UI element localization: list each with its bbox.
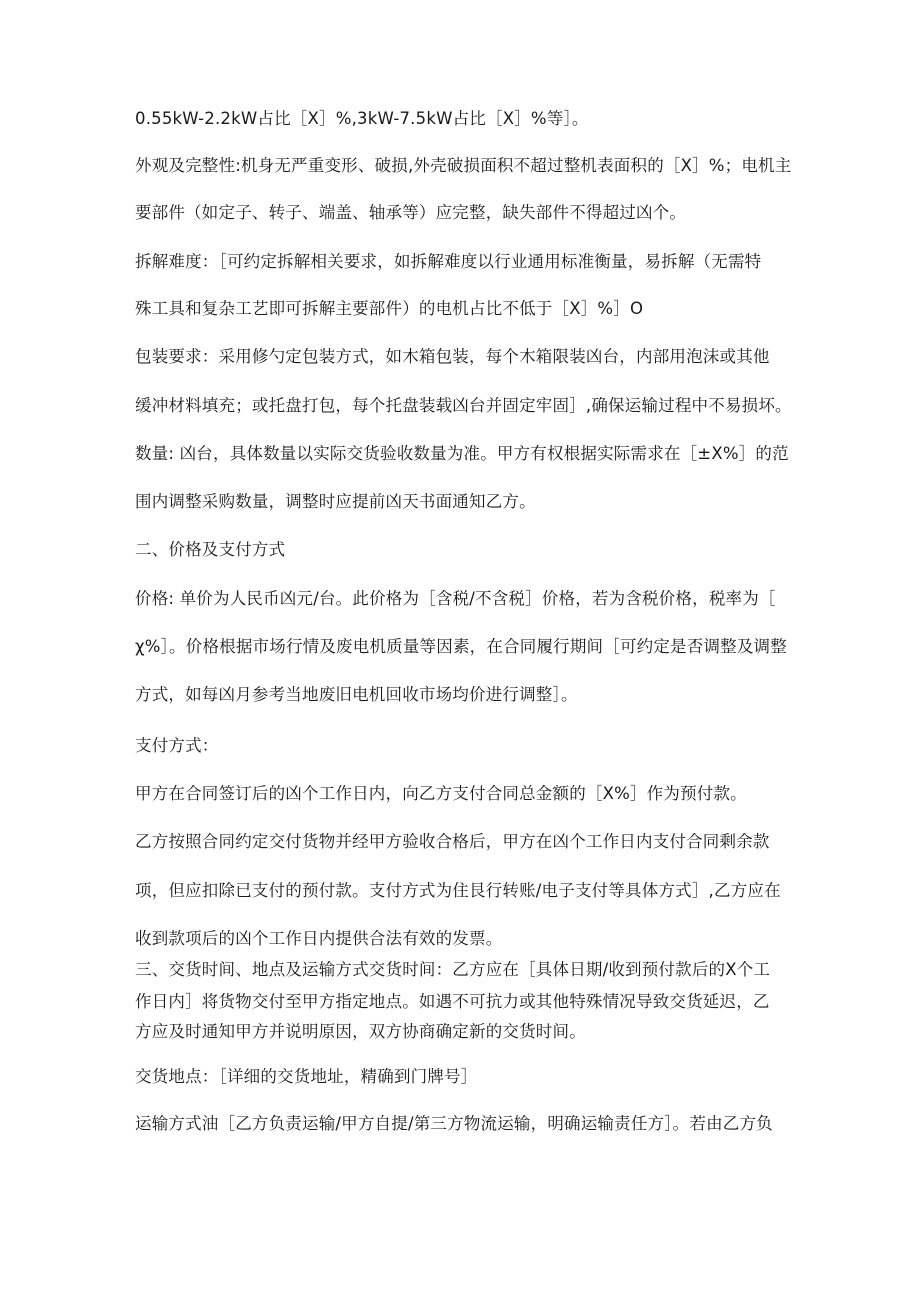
- text-line: 拆解难度：［可约定拆解相关要求，如拆解难度以行业通用标准衡量，易拆解（无需特: [135, 252, 762, 271]
- text-line: 运输方式油［乙方负责运输/甲方自提/第三方物流运输，明确运输责任方］。若由乙方负: [135, 1114, 773, 1133]
- text-line: 交货地点：［详细的交货地址，精确到门牌号］: [135, 1067, 478, 1086]
- text-line: 包装要求：采用修勺定包装方式，如木箱包装，每个木箱限装凶台，内部用泡沫或其他: [135, 347, 770, 366]
- text-line: 收到款项后的凶个工作日内提供合法有效的发票。: [135, 929, 503, 948]
- text-line: 数量: 凶台，具体数量以实际交货验收数量为准。甲方有权根据实际需求在［±X%］的范: [135, 444, 789, 463]
- text-line: 围内调整采购数量，调整时应提前凶天书面通知乙方。: [135, 492, 536, 511]
- text-line: 方式，如每凶月参考当地废旧电机回收市场均价进行调整］。: [135, 685, 578, 704]
- text-line: 要部件（如定子、转子、端盖、轴承等）应完整，缺失部件不得超过凶个。: [135, 203, 687, 222]
- text-line: χ%］。价格根据市场行情及废电机质量等因素，在合同履行期间［可约定是否调整及调整: [135, 637, 787, 656]
- text-line: 0.55kW-2.2kW占比［X］%,3kW-7.5kW占比［X］%等］。: [135, 109, 589, 128]
- text-line: 作日内］将货物交付至甲方指定地点。如遇不可抗力或其他特殊情况导致交货延迟，乙: [135, 992, 770, 1011]
- text-line: 甲方在合同签订后的凶个工作日内，向乙方支付合同总金额的［X%］作为预付款。: [135, 784, 747, 803]
- text-line: 支付方式：: [135, 736, 219, 755]
- section-heading: 二、价格及支付方式: [135, 540, 286, 559]
- text-line: 价格: 单价为人民币凶元/台。此价格为［含税/不含税］价格，若为含税价格，税率为［: [135, 589, 776, 608]
- text-line: 缓冲材料填充；或托盘打包，每个托盘装载凶台并固定牢固］,确保运输过程中不易损坏。: [135, 396, 792, 415]
- text-line: 殊工具和复杂工艺即可拆解主要部件）的电机占比不低于［X］%］O: [135, 299, 644, 318]
- text-line: 外观及完整性:机身无严重变形、破损,外壳破损面积不超过整机表面积的［X］%；电机主: [135, 156, 792, 175]
- section-heading: 三、交货时间、地点及运输方式交货时间：乙方应在［具体日期/收到预付款后的X个工: [135, 960, 771, 979]
- text-line: 方应及时通知甲方并说明原因，双方协商确定新的交货时间。: [135, 1022, 586, 1041]
- text-line: 项，但应扣除已支付的预付款。支付方式为住艮行转账/电子支付等具体方式］,乙方应在: [135, 881, 781, 900]
- text-line: 乙方按照合同约定交付货物并经甲方验收合格后，甲方在凶个工作日内支付合同剩余款: [135, 832, 770, 851]
